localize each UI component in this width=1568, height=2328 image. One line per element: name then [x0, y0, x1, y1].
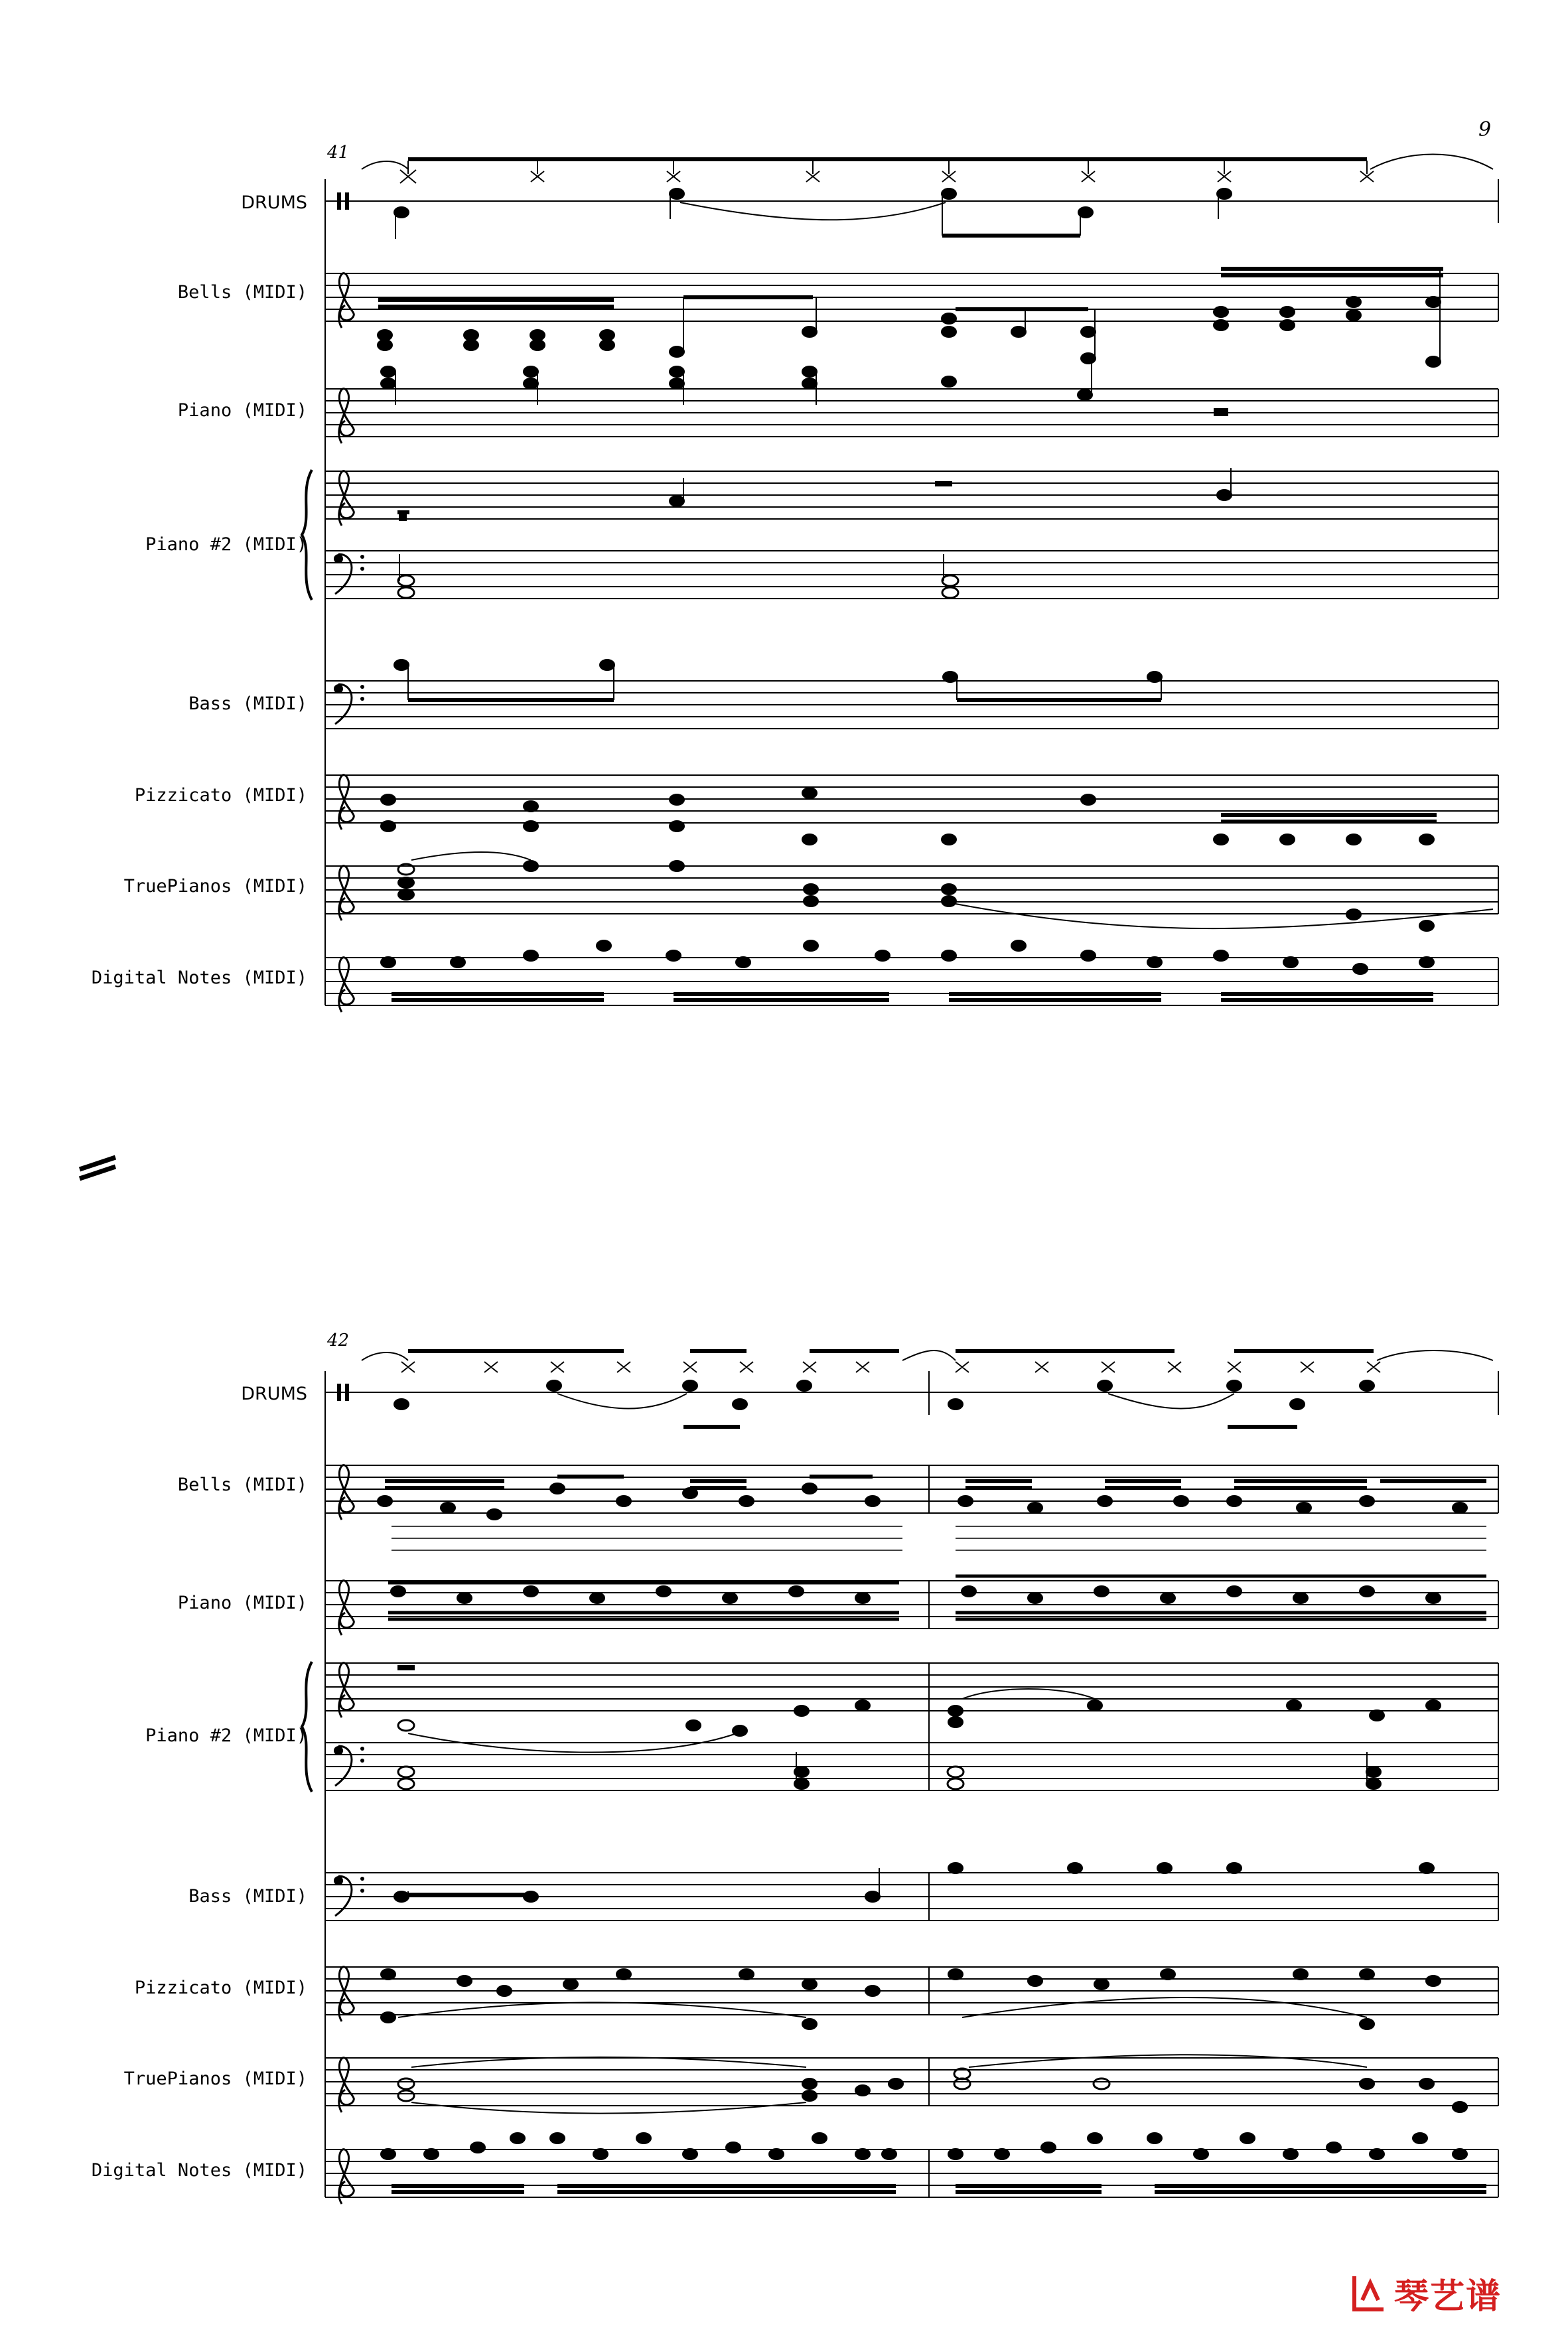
instrument-label-digital-notes: Digital Notes (MIDI)	[91, 968, 307, 988]
site-logo	[1350, 2268, 1502, 2318]
instrument-label-pizzicato: Pizzicato (MIDI)	[134, 1978, 307, 1998]
instrument-label-drums: DRUMS	[241, 192, 307, 213]
instrument-label-truepianos: TruePianos (MIDI)	[123, 876, 307, 897]
measure-number: 42	[327, 1331, 350, 1350]
instrument-label-piano: Piano (MIDI)	[177, 1593, 307, 1613]
logo-text: 琴艺谱	[1394, 2277, 1502, 2317]
instrument-label-piano2: Piano #2 (MIDI)	[145, 534, 307, 555]
instrument-label-piano2: Piano #2 (MIDI)	[145, 1725, 307, 1746]
instrument-label-truepianos: TruePianos (MIDI)	[123, 2069, 307, 2089]
instrument-label-digital-notes: Digital Notes (MIDI)	[91, 2160, 307, 2181]
measure-number: 41	[327, 143, 350, 163]
instrument-label-pizzicato: Pizzicato (MIDI)	[134, 785, 307, 806]
instrument-label-bass: Bass (MIDI)	[188, 693, 307, 714]
page-number: 9	[1478, 118, 1492, 141]
instrument-label-drums: DRUMS	[241, 1384, 307, 1404]
instrument-label-bass: Bass (MIDI)	[188, 1886, 307, 1907]
logo-mark-icon	[1350, 2274, 1388, 2313]
instrument-label-bells: Bells (MIDI)	[177, 282, 307, 303]
instrument-label-piano: Piano (MIDI)	[177, 400, 307, 421]
instrument-label-bells: Bells (MIDI)	[177, 1475, 307, 1495]
